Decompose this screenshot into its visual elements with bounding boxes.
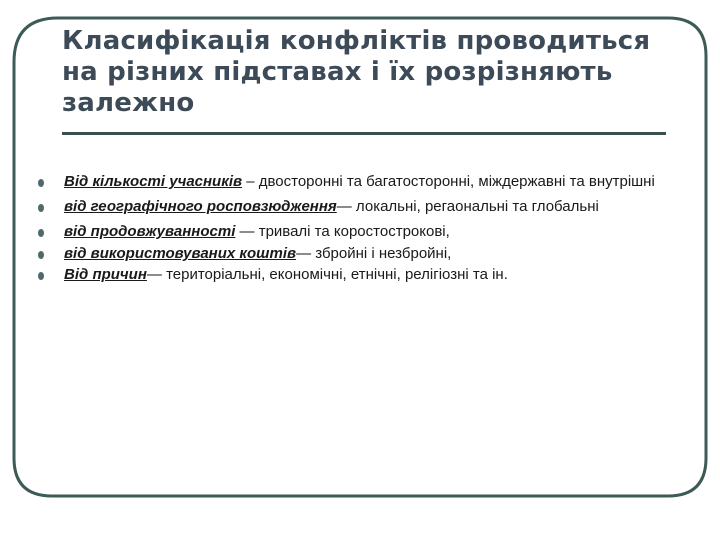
bullet-text: — збройні і незбройні, [296, 245, 452, 262]
bullet-term: Від причин [64, 266, 147, 283]
bullet-text: — локальні, регаональні та глобальні [336, 198, 599, 215]
bullet-term: Від кількості учасників [64, 173, 243, 190]
title-underline [62, 132, 666, 135]
bullet-icon [38, 229, 44, 237]
bullet-text: — тривалі та коростострокові, [235, 223, 450, 240]
list-item [38, 199, 678, 214]
bullet-term: від географічного росповзюдження [64, 198, 337, 215]
bullet-term: від продовжуванності [64, 223, 236, 240]
bullet-list [38, 174, 678, 282]
bullet-text: – двосторонні та багатосторонні, міждержавні та внутрішні [242, 173, 655, 190]
bullet-text: — територіальні, економічні, етнічні, релігіозні та ін. [146, 266, 508, 283]
bullet-icon [38, 204, 44, 212]
list-item [38, 224, 678, 239]
list-item [38, 174, 678, 189]
bullet-icon [38, 251, 44, 259]
bullet-term: від використовуваних коштів [64, 245, 297, 262]
list-item [38, 246, 678, 261]
slide-title: Класифікація конфліктів проводиться на різних підставах і їх розрізняють залежно [62, 26, 651, 118]
list-item [38, 267, 678, 282]
bullet-icon [38, 272, 44, 280]
bullet-icon [38, 179, 44, 187]
